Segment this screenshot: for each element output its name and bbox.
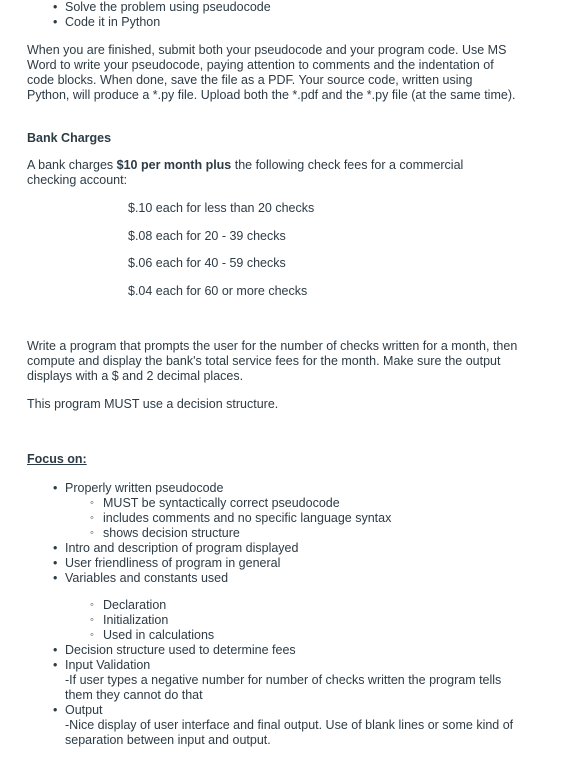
focus-pseudocode-sub-2: ◦ includes comments and no specific language syntax xyxy=(103,511,391,526)
focus-pseudocode: • Properly written pseudocode xyxy=(65,481,223,496)
bank-intro xyxy=(27,158,477,188)
fee-3: $.06 each for 40 - 59 checks xyxy=(128,256,286,270)
step-python: • Code it in Python xyxy=(65,15,160,30)
focus-pseudocode-sub-3: ◦ shows decision structure xyxy=(103,526,240,541)
step-pseudocode: • Solve the problem using pseudocode xyxy=(65,0,271,15)
section-title: Bank Charges xyxy=(27,131,112,145)
fee-2: $.08 each for 20 - 39 checks xyxy=(128,229,286,243)
focus-variables-sub-3: ◦ Used in calculations xyxy=(103,628,214,643)
instructions-paragraph: When you are finished, submit both your pseudocode and your program code. Use MS Word to write your pseudocode, paying attention to comments and the indentation of code blocks. When done, save the file as a PDF. Your source code, written using Python, will produce a *.py file. Upload both the *.pdf and the *.py file (at the same time). xyxy=(27,43,516,102)
focus-pseudocode-sub-1: ◦ MUST be syntactically correct pseudocode xyxy=(103,496,340,511)
requirement: This program MUST use a decision structure. xyxy=(27,397,279,411)
focus-output: • Output xyxy=(65,703,103,718)
fee-1: $.10 each for less than 20 checks xyxy=(128,201,315,215)
focus-title: Focus on: xyxy=(27,452,87,466)
focus-variables: • Variables and constants used xyxy=(65,571,228,586)
bank-intro-bold: $10 per month plus xyxy=(116,158,232,172)
fee-4: $.04 each for 60 or more checks xyxy=(128,284,308,298)
focus-validation: • Input Validation xyxy=(65,658,150,673)
bank-intro-before: A bank charges xyxy=(27,158,117,172)
focus-validation-note: -If user types a negative number for number of checks written the program tells them they cannot do that xyxy=(65,673,502,702)
focus-variables-sub-2: ◦ Initialization xyxy=(103,613,168,628)
focus-variables-sub-1: ◦ Declaration xyxy=(103,598,166,613)
focus-output-note: -Nice display of user interface and final output. Use of blank lines or some kind of separation between input and output. xyxy=(65,718,514,747)
task-paragraph: Write a program that prompts the user for the number of checks written for a month, then compute and display the bank's total service fees for the month. Make sure the output displays with a $ and 2 decimal places. xyxy=(27,339,518,383)
focus-decision: • Decision structure used to determine fees xyxy=(65,643,296,658)
bank-intro-after: the following check fees for a commercial checking account: xyxy=(27,158,464,187)
focus-friendliness: • User friendliness of program in general xyxy=(65,556,280,571)
focus-intro: • Intro and description of program displayed xyxy=(65,541,298,556)
